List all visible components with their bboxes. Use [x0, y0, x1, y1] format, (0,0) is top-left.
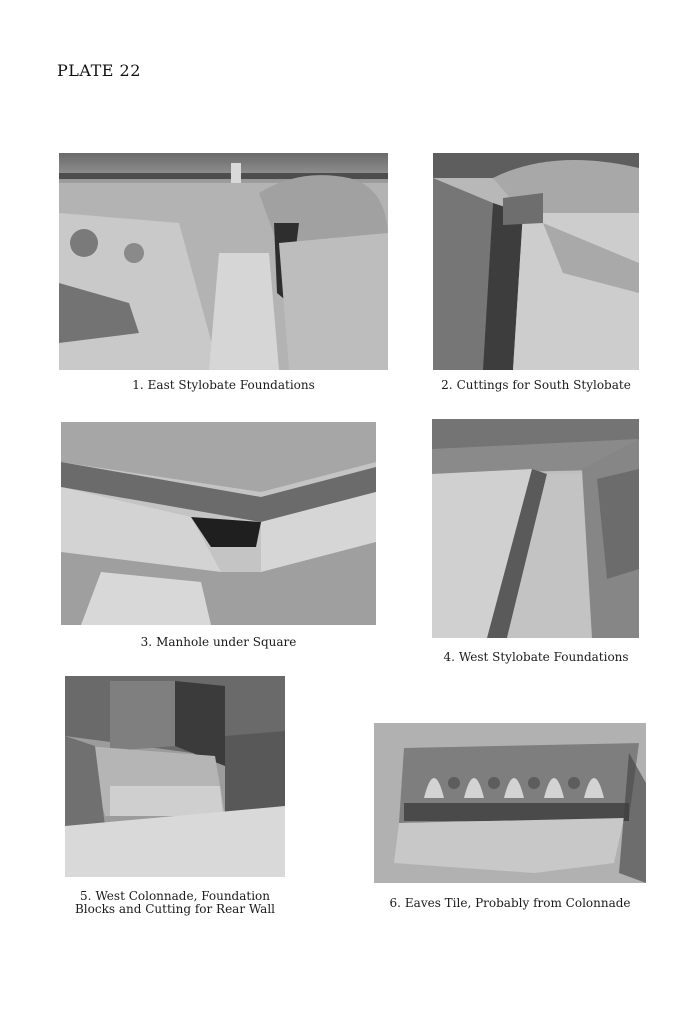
- figure-caption: West Stylobate Foundations: [458, 650, 629, 664]
- figure-number: 1.: [132, 378, 144, 392]
- photo-cuttings-south-stylobate: [433, 153, 639, 370]
- caption-figure-2: [418, 379, 654, 392]
- figure-caption: East Stylobate Foundations: [147, 378, 315, 392]
- figure-number: 4.: [443, 650, 455, 664]
- figure-caption: Manhole under Square: [156, 635, 297, 649]
- figure-number: 6.: [389, 896, 401, 910]
- caption-figure-4: [418, 651, 654, 664]
- caption-figure-6: [374, 897, 646, 910]
- caption-figure-5: [55, 890, 295, 916]
- figure-caption: Cuttings for South Stylobate: [456, 378, 631, 392]
- photo-eaves-tile: [374, 723, 646, 883]
- figure-number: 2.: [441, 378, 453, 392]
- figure-caption: Eaves Tile, Probably from Colonnade: [404, 896, 631, 910]
- figure-caption-line-2: Blocks and Cutting for Rear Wall: [74, 902, 276, 916]
- figure-number: 5.: [80, 889, 92, 903]
- plate-title: PLATE 22: [57, 61, 141, 80]
- photo-east-stylobate-foundations: [59, 153, 388, 370]
- photo-manhole-under-square: [61, 422, 376, 625]
- caption-figure-1: [59, 379, 388, 392]
- figure-caption: West Colonnade, Foundation: [95, 889, 270, 903]
- figure-number: 3.: [140, 635, 153, 649]
- caption-figure-3: [61, 636, 376, 649]
- photo-west-stylobate-foundations: [432, 419, 639, 638]
- photo-west-colonnade-foundation-blocks: [65, 676, 285, 877]
